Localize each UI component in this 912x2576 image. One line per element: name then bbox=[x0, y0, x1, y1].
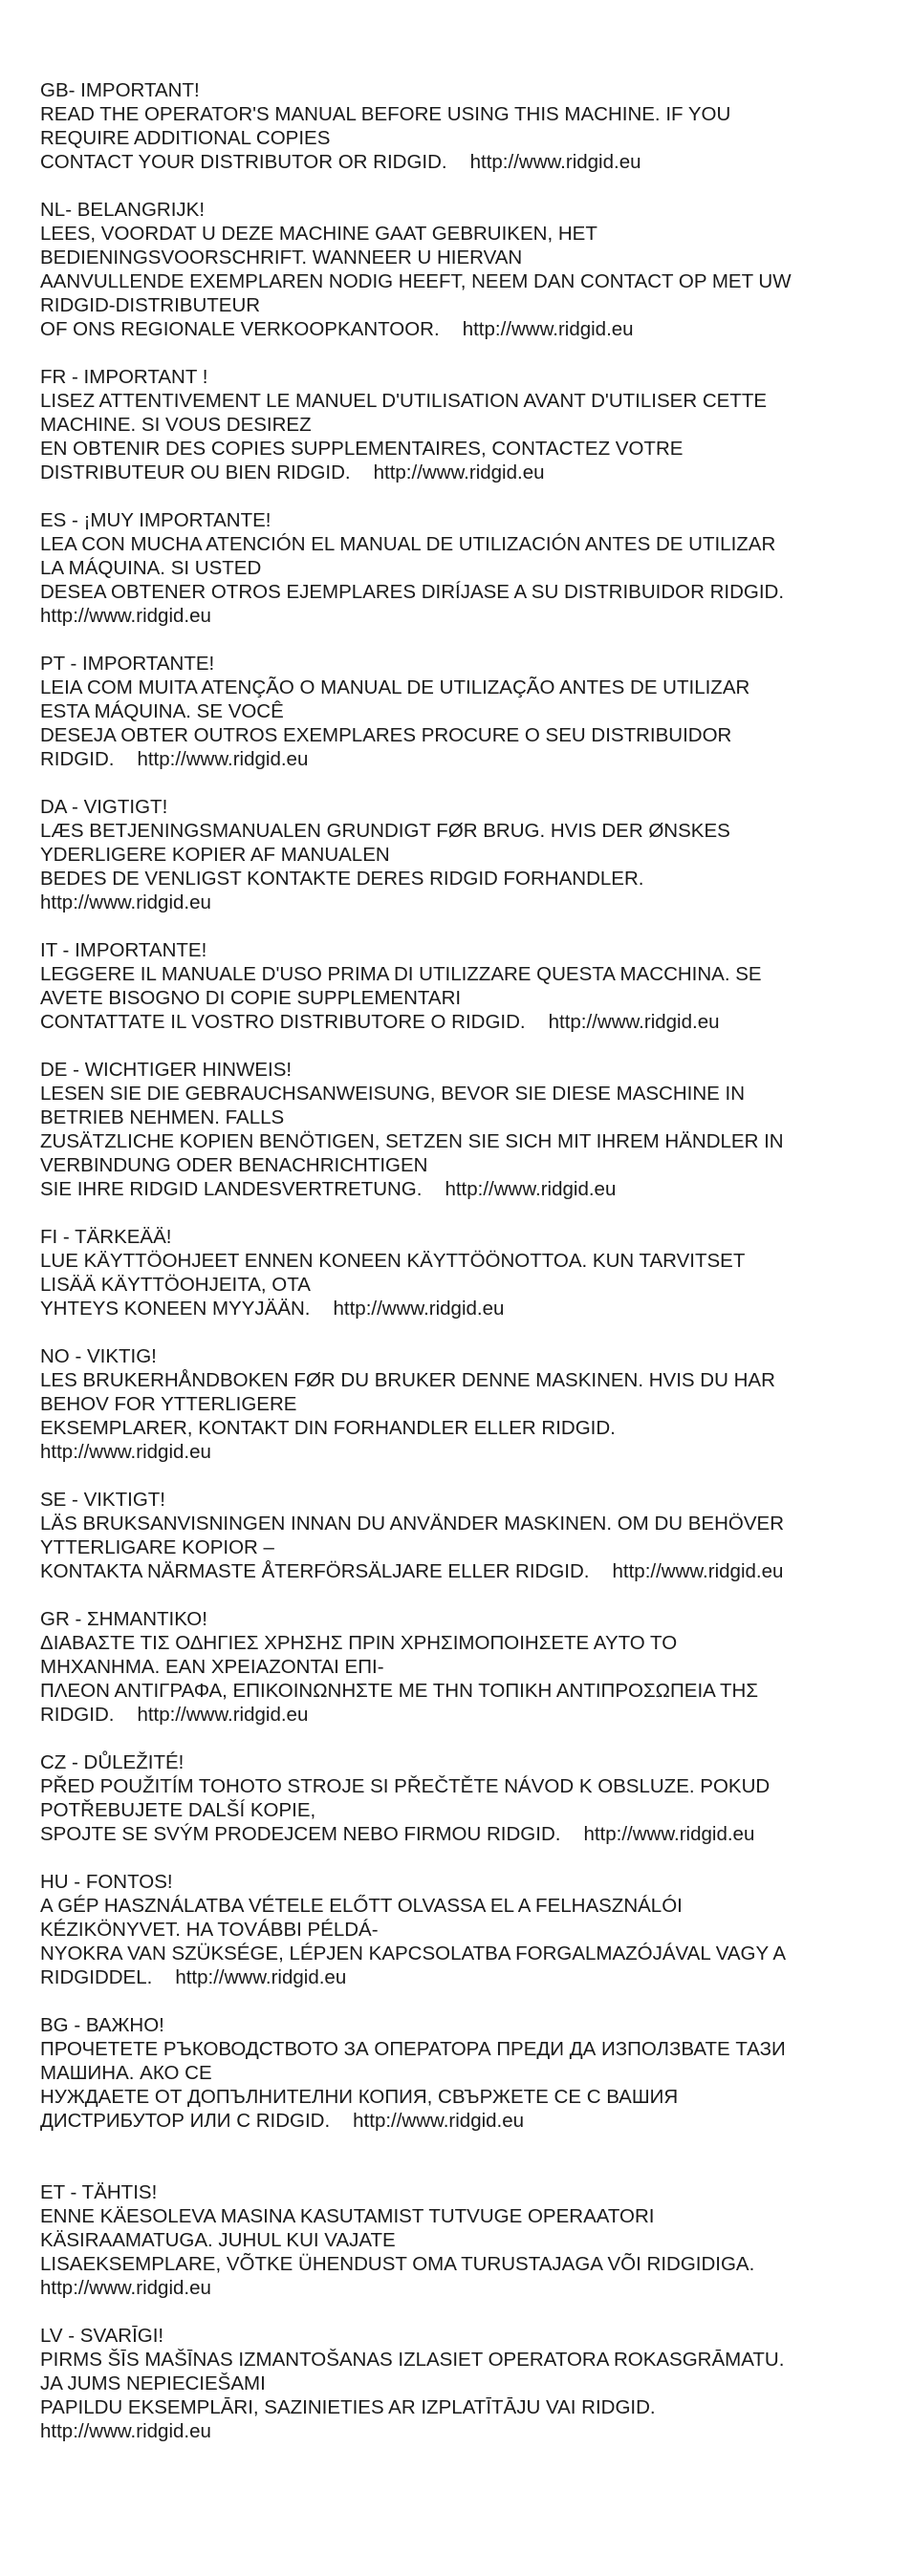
notice-de bbox=[40, 1058, 881, 1201]
notice-text-line: DISTRIBUTEUR OU BIEN RIDGID. bbox=[40, 462, 351, 483]
notice-text-line: LEES, VOORDAT U DEZE MACHINE GAAT GEBRUIKEN, HET bbox=[40, 223, 597, 245]
notice-heading: GR - ΣΗΜΑΝΤΙΚΟ! bbox=[40, 1608, 207, 1630]
notice-text-line: REQUIRE ADDITIONAL COPIES bbox=[40, 127, 331, 149]
ridgid-url-link[interactable]: http://www.ridgid.eu bbox=[469, 151, 641, 173]
notice-text-line: ДИСТРИБУТОР ИЛИ С RIDGID. bbox=[40, 2110, 331, 2132]
notice-text-line: KÄSIRAAMATUGA. JUHUL KUI VAJATE bbox=[40, 2229, 396, 2251]
notice-text-line: МАШИНА. АКО СЕ bbox=[40, 2062, 212, 2084]
notice-text-line: KÉZIKÖNYVET. HA TOVÁBBI PÉLDÁ- bbox=[40, 1919, 379, 1941]
notice-text-line: EN OBTENIR DES COPIES SUPPLEMENTAIRES, CONTACTEZ VOTRE bbox=[40, 438, 684, 460]
notice-text-line: JA JUMS NEPIECIEŠAMI bbox=[40, 2372, 266, 2394]
notice-text-line: EKSEMPLARER, KONTAKT DIN FORHANDLER ELLER RIDGID. bbox=[40, 1417, 616, 1439]
notice-heading: CZ - DŮLEŽITÉ! bbox=[40, 1751, 185, 1773]
notice-text-line: DESEA OBTENER OTROS EJEMPLARES DIRÍJASE A SU DISTRIBUIDOR RIDGID. bbox=[40, 581, 785, 603]
notice-da bbox=[40, 795, 881, 914]
notice-se bbox=[40, 1488, 881, 1583]
notice-cz bbox=[40, 1750, 881, 1846]
notice-text-line: KONTAKTA NÄRMASTE ÅTERFÖRSÄLJARE ELLER RIDGID. bbox=[40, 1560, 590, 1582]
notice-text-line: BEHOV FOR YTTERLIGERE bbox=[40, 1393, 297, 1415]
notice-heading: NL- BELANGRIJK! bbox=[40, 199, 206, 221]
notice-text-line: LUE KÄYTTÖOHJEET ENNEN KONEEN KÄYTTÖÖNOTTOA. KUN TARVITSET bbox=[40, 1250, 746, 1272]
notice-text-line: ESTA MÁQUINA. SE VOCÊ bbox=[40, 700, 284, 722]
notice-text-line: PŘED POUŽITÍM TOHOTO STROJE SI PŘEČTĚTE NÁVOD K OBSLUZE. POKUD bbox=[40, 1775, 771, 1797]
notice-text-line: RIDGIDDEL. bbox=[40, 1966, 153, 1988]
notice-heading: BG - ВАЖНО! bbox=[40, 2014, 164, 2036]
ridgid-url-link[interactable]: http://www.ridgid.eu bbox=[333, 1298, 505, 1320]
notice-text-line: RIDGID. bbox=[40, 748, 115, 770]
notice-last-line bbox=[40, 461, 881, 484]
notice-text-line: VERBINDUNG ODER BENACHRICHTIGEN bbox=[40, 1154, 428, 1176]
notice-lv bbox=[40, 2324, 881, 2443]
notice-text-line: RIDGID-DISTRIBUTEUR bbox=[40, 294, 261, 316]
ridgid-url-link[interactable]: http://www.ridgid.eu bbox=[40, 2420, 211, 2442]
notice-last-line bbox=[40, 1703, 881, 1727]
ridgid-url-link[interactable]: http://www.ridgid.eu bbox=[40, 891, 211, 913]
notice-heading: DE - WICHTIGER HINWEIS! bbox=[40, 1059, 293, 1081]
notice-text-line: DESEJA OBTER OUTROS EXEMPLARES PROCURE O SEU DISTRIBUIDOR bbox=[40, 724, 732, 746]
ridgid-url-link[interactable]: http://www.ridgid.eu bbox=[612, 1560, 784, 1582]
ridgid-url-link[interactable]: http://www.ridgid.eu bbox=[462, 318, 634, 340]
ridgid-url-link[interactable]: http://www.ridgid.eu bbox=[40, 1441, 211, 1463]
notice-et bbox=[40, 2180, 881, 2300]
ridgid-url-link[interactable]: http://www.ridgid.eu bbox=[353, 2110, 525, 2132]
notice-last-line bbox=[40, 1559, 881, 1583]
notice-text-line: YDERLIGERE KOPIER AF MANUALEN bbox=[40, 844, 390, 866]
notice-text-line: НУЖДАЕТЕ ОТ ДОПЪЛНИТЕЛНИ КОПИЯ, СВЪРЖЕТЕ СЕ С ВАШИЯ bbox=[40, 2086, 679, 2108]
notice-heading: SE - VIKTIGT! bbox=[40, 1489, 165, 1511]
notice-last-line bbox=[40, 2109, 881, 2133]
notice-last-line bbox=[40, 1297, 881, 1320]
notice-text-line: BEDES DE VENLIGST KONTAKTE DERES RIDGID FORHANDLER. bbox=[40, 868, 644, 890]
notice-last-line bbox=[40, 1822, 881, 1846]
notice-heading: ES - ¡MUY IMPORTANTE! bbox=[40, 509, 271, 531]
notice-text-line: CONTACT YOUR DISTRIBUTOR OR RIDGID. bbox=[40, 151, 447, 173]
notice-text-line: LÄS BRUKSANVISNINGEN INNAN DU ANVÄNDER MASKINEN. OM DU BEHÖVER bbox=[40, 1513, 785, 1535]
notice-text-line: SIE IHRE RIDGID LANDESVERTRETUNG. bbox=[40, 1178, 423, 1200]
notice-text-line: LEGGERE IL MANUALE D'USO PRIMA DI UTILIZZARE QUESTA MACCHINA. SE bbox=[40, 963, 762, 985]
notice-text-line: OF ONS REGIONALE VERKOOPKANTOOR. bbox=[40, 318, 440, 340]
notice-text-line: LÆS BETJENINGSMANUALEN GRUNDIGT FØR BRUG. HVIS DER ØNSKES bbox=[40, 820, 730, 842]
notice-text-line: LEIA COM MUITA ATENÇÃO O MANUAL DE UTILIZAÇÃO ANTES DE UTILIZAR bbox=[40, 676, 750, 698]
notice-last-line bbox=[40, 747, 881, 771]
notice-last-line bbox=[40, 317, 881, 341]
notice-gr bbox=[40, 1607, 881, 1727]
notice-text-line: READ THE OPERATOR'S MANUAL BEFORE USING THIS MACHINE. IF YOU bbox=[40, 103, 731, 125]
document-page bbox=[40, 78, 881, 2467]
notice-text-line: LES BRUKERHÅNDBOKEN FØR DU BRUKER DENNE MASKINEN. HVIS DU HAR bbox=[40, 1369, 775, 1391]
notice-text-line: LISEZ ATTENTIVEMENT LE MANUEL D'UTILISATION AVANT D'UTILISER CETTE bbox=[40, 390, 768, 412]
notice-heading: ET - TÄHTIS! bbox=[40, 2181, 158, 2203]
notice-text-line: A GÉP HASZNÁLATBA VÉTELE ELŐTT OLVASSA EL A FELHASZNÁLÓI bbox=[40, 1895, 683, 1917]
notice-text-line: ПРОЧЕТЕТЕ РЪКОВОДСТВОТО ЗА ОПЕРАТОРА ПРЕДИ ДА ИЗПОЛЗВАТЕ ТАЗИ bbox=[40, 2038, 786, 2060]
notice-text-line: LEA CON MUCHA ATENCIÓN EL MANUAL DE UTILIZACIÓN ANTES DE UTILIZAR bbox=[40, 533, 776, 555]
notice-bg bbox=[40, 2013, 881, 2133]
notice-nl bbox=[40, 198, 881, 341]
notice-text-line: ZUSÄTZLICHE KOPIEN BENÖTIGEN, SETZEN SIE SICH MIT IHREM HÄNDLER IN bbox=[40, 1130, 784, 1152]
notice-heading: PT - IMPORTANTE! bbox=[40, 653, 215, 675]
notice-text-line: YHTEYS KONEEN MYYJÄÄN. bbox=[40, 1298, 311, 1320]
notice-fr bbox=[40, 365, 881, 484]
notice-text-line: LA MÁQUINA. SI USTED bbox=[40, 557, 262, 579]
notice-heading: FI - TÄRKEÄÄ! bbox=[40, 1226, 172, 1248]
notice-text-line: BEDIENINGSVOORSCHRIFT. WANNEER U HIERVAN bbox=[40, 247, 523, 268]
notice-last-line bbox=[40, 1965, 881, 1989]
notice-heading: GB- IMPORTANT! bbox=[40, 79, 200, 101]
notice-text-line: LISÄÄ KÄYTTÖOHJEITA, OTA bbox=[40, 1274, 311, 1296]
notice-text-line: CONTATTATE IL VOSTRO DISTRIBUTORE O RIDGID. bbox=[40, 1011, 526, 1033]
ridgid-url-link[interactable]: http://www.ridgid.eu bbox=[548, 1011, 720, 1033]
notice-text-line: PIRMS ŠĪS MAŠĪNAS IZMANTOŠANAS IZLASIET OPERATORA ROKASGRĀMATU. bbox=[40, 2349, 785, 2371]
ridgid-url-link[interactable]: http://www.ridgid.eu bbox=[373, 462, 545, 483]
ridgid-url-link[interactable]: http://www.ridgid.eu bbox=[445, 1178, 617, 1200]
notice-text-line: ΜΗΧΑΝΗΜΑ. ΕΑΝ ΧΡΕΙΑΖΟΝΤΑΙ ΕΠΙ- bbox=[40, 1656, 384, 1678]
notice-es bbox=[40, 508, 881, 628]
ridgid-url-link[interactable]: http://www.ridgid.eu bbox=[583, 1823, 755, 1845]
notice-text-line: LISAEKSEMPLARE, VÕTKE ÜHENDUST OMA TURUSTAJAGA VÕI RIDGIDIGA. bbox=[40, 2253, 755, 2275]
notice-text-line: POTŘEBUJETE DALŠÍ KOPIE, bbox=[40, 1799, 316, 1821]
ridgid-url-link[interactable]: http://www.ridgid.eu bbox=[137, 748, 309, 770]
notice-text-line: PAPILDU EKSEMPLĀRI, SAZINIETIES AR IZPLATĪTĀJU VAI RIDGID. bbox=[40, 2396, 656, 2418]
ridgid-url-link[interactable]: http://www.ridgid.eu bbox=[175, 1966, 347, 1988]
notice-text-line: NYOKRA VAN SZÜKSÉGE, LÉPJEN KAPCSOLATBA FORGALMAZÓJÁVAL VAGY A bbox=[40, 1943, 787, 1964]
notice-gb bbox=[40, 78, 881, 174]
notice-heading: HU - FONTOS! bbox=[40, 1871, 173, 1893]
notice-last-line bbox=[40, 150, 881, 174]
notice-heading: IT - IMPORTANTE! bbox=[40, 939, 207, 961]
notice-text-line: LESEN SIE DIE GEBRAUCHSANWEISUNG, BEVOR SIE DIESE MASCHINE IN bbox=[40, 1083, 746, 1105]
notice-last-line bbox=[40, 1177, 881, 1201]
notice-text-line: YTTERLIGARE KOPIOR – bbox=[40, 1536, 274, 1558]
notice-heading: FR - IMPORTANT ! bbox=[40, 366, 208, 388]
ridgid-url-link[interactable]: http://www.ridgid.eu bbox=[40, 2277, 211, 2299]
notice-last-line bbox=[40, 1010, 881, 1034]
notice-heading: NO - VIKTIG! bbox=[40, 1345, 157, 1367]
ridgid-url-link[interactable]: http://www.ridgid.eu bbox=[40, 605, 211, 627]
notice-it bbox=[40, 938, 881, 1034]
notice-text-line: MACHINE. SI VOUS DESIREZ bbox=[40, 414, 312, 436]
notice-text-line: BETRIEB NEHMEN. FALLS bbox=[40, 1106, 285, 1128]
notice-heading: DA - VIGTIGT! bbox=[40, 796, 168, 818]
notice-hu bbox=[40, 1870, 881, 1989]
notice-fi bbox=[40, 1225, 881, 1320]
notice-no bbox=[40, 1344, 881, 1464]
notice-text-line: AVETE BISOGNO DI COPIE SUPPLEMENTARI bbox=[40, 987, 462, 1009]
notice-text-line: ΔΙΑΒΑΣΤΕ ΤΙΣ ΟΔΗΓΙΕΣ ΧΡΗΣΗΣ ΠΡΙΝ ΧΡΗΣΙΜΟΠΟΙΗΣΕΤΕ ΑΥΤΟ ΤΟ bbox=[40, 1632, 678, 1654]
ridgid-url-link[interactable]: http://www.ridgid.eu bbox=[137, 1704, 309, 1726]
notice-heading: LV - SVARĪGI! bbox=[40, 2325, 164, 2347]
notice-text-line: ΠΛΕΟΝ ΑΝΤΙΓΡΑΦΑ, ΕΠΙΚΟΙΝΩΝΗΣΤΕ ΜΕ ΤΗΝ ΤΟΠΙΚΗ ΑΝΤΙΠΡΟΣΩΠΕΙΑ ΤΗΣ bbox=[40, 1680, 759, 1702]
notice-text-line: RIDGID. bbox=[40, 1704, 115, 1726]
notice-text-line: ENNE KÄESOLEVA MASINA KASUTAMIST TUTVUGE OPERAATORI bbox=[40, 2205, 655, 2227]
notice-pt bbox=[40, 652, 881, 771]
notice-text-line: AANVULLENDE EXEMPLAREN NODIG HEEFT, NEEM DAN CONTACT OP MET UW bbox=[40, 270, 792, 292]
notice-text-line: SPOJTE SE SVÝM PRODEJCEM NEBO FIRMOU RIDGID. bbox=[40, 1823, 561, 1845]
